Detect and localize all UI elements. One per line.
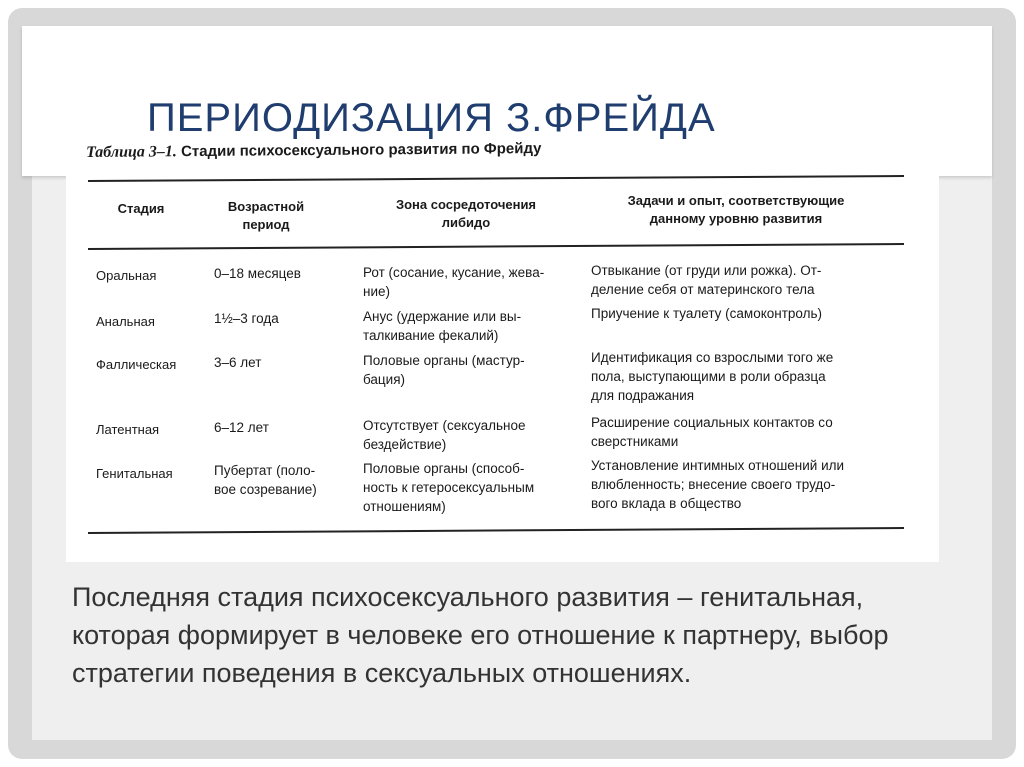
table-caption-prefix: Таблица 3–1. xyxy=(86,143,177,161)
row-zone-anal: Анус (удержание или вы- талкивание фекалий) xyxy=(363,309,522,343)
header-tasks: Задачи и опыт, соответствующие данному уровню развития xyxy=(627,193,845,226)
table-top-rule xyxy=(88,175,904,182)
row-tasks-phallic: Идентификация со взрослыми того же пола, выступающими в роли образца для подражания xyxy=(591,350,834,403)
slide-body-text: Последняя стадия психосексуального развития – генитальная, которая формирует в человеке его отношение к партнеру, выбор стратегии поведения в сексуальных отношениях. xyxy=(72,582,889,688)
row-zone-latent: Отсутствует (сексуальное бездействие) xyxy=(363,418,526,452)
header-zone: Зона сосредоточения либидо xyxy=(395,197,537,230)
row-tasks-genital: Установление интимных отношений или влюбленность; внесение своего трудо- вого вклада в общество xyxy=(591,458,845,511)
header-rule xyxy=(88,243,904,250)
row-age-anal: 1½–3 года xyxy=(214,311,279,326)
row-stage-oral: Оральная xyxy=(96,268,157,283)
row-zone-oral: Рот (сосание, кусание, жева- ние) xyxy=(363,265,545,299)
row-tasks-anal: Приучение к туалету (самоконтроль) xyxy=(591,306,823,321)
table-caption xyxy=(86,140,542,162)
row-zone-genital: Половые органы (способ- ность к гетеросексуальным отношениям) xyxy=(363,461,535,514)
header-stage: Стадия xyxy=(117,201,165,216)
row-stage-phallic: Фаллическая xyxy=(96,357,177,372)
slide-title: ПЕРИОДИЗАЦИЯ З.ФРЕЙДА xyxy=(147,96,716,140)
table-bottom-rule xyxy=(88,527,904,534)
row-stage-anal: Анальная xyxy=(96,314,155,329)
freud-stages-table xyxy=(66,140,939,562)
row-tasks-latent: Расширение социальных контактов со сверстниками xyxy=(591,415,833,449)
row-stage-latent: Латентная xyxy=(96,422,160,437)
row-age-phallic: 3–6 лет xyxy=(214,355,262,370)
row-age-genital: Пубертат (поло- вое созревание) xyxy=(214,463,317,497)
table-caption-text: Стадии психосексуального развития по Фрейду xyxy=(180,140,542,161)
row-stage-genital: Генитальная xyxy=(96,466,173,481)
row-zone-phallic: Половые органы (мастур- бация) xyxy=(363,353,525,387)
row-tasks-oral: Отвыкание (от груди или рожка). От- деление себя от материнского тела xyxy=(591,263,822,297)
header-age: Возрастной период xyxy=(227,199,305,232)
row-age-latent: 6–12 лет xyxy=(214,420,269,435)
row-age-oral: 0–18 месяцев xyxy=(214,266,301,281)
